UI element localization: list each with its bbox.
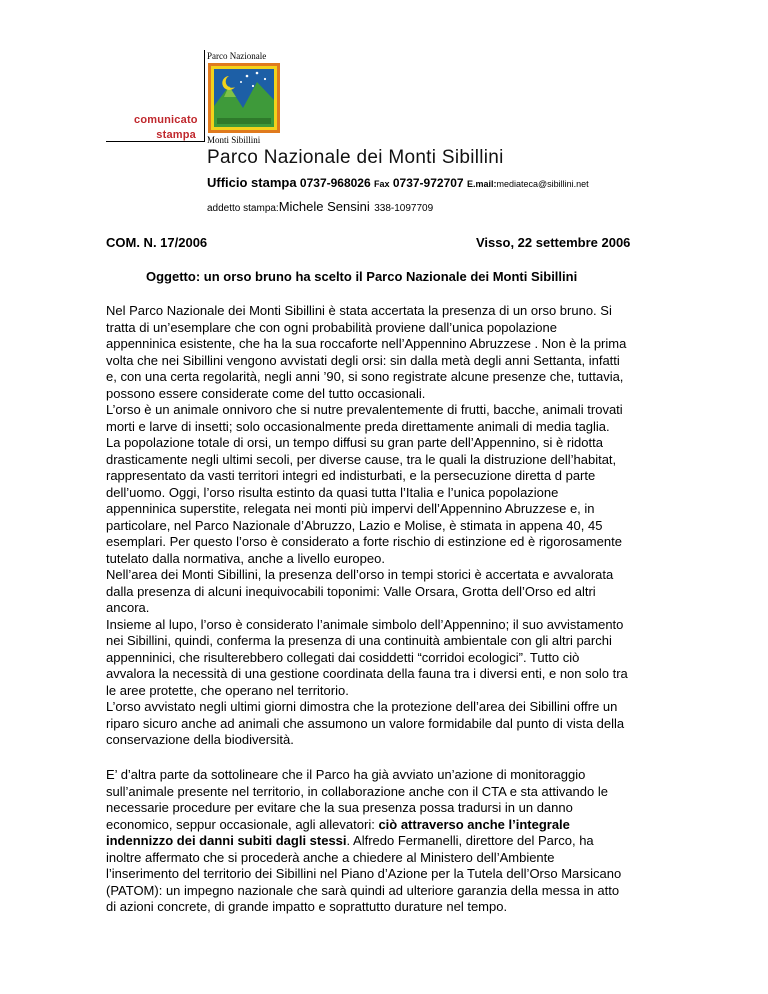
email-address[interactable]: mediateca@sibillini.net — [496, 179, 589, 189]
bold-text-segment: indennizzo dei danni subiti dagli stessi — [106, 833, 347, 848]
logo-top-text: Parco Nazionale — [207, 51, 267, 61]
text-line: di azioni concrete, di grande impatto e soprattutto durature nel tempo. — [106, 899, 508, 914]
press-officer-name: Michele Sensini — [278, 199, 370, 214]
comunicato-label: comunicato — [134, 114, 198, 126]
text-line: drasticamente negli ultimi secoli, per diverse cause, tra le quali la distruzione dell’habitat, — [106, 451, 617, 467]
press-release-tag — [134, 113, 196, 143]
text-line: tutelato dalla normativa, anche a livello europeo. — [106, 550, 385, 566]
text-segment: economico, seppur occasionale, agli allevatori: — [106, 816, 379, 832]
text-line: necessarie procedure per evitare che la sua presenza possa tradursi in un danno — [106, 800, 573, 815]
press-officer-label: addetto stampa: — [207, 203, 279, 214]
text-line: dalla presenza di alcuni inequivocabili toponimi: Valle Orsara, Grotta dell’Orso ed altri — [106, 583, 596, 599]
text-line: dell’uomo. Oggi, l’orso risulta estinto da quasi tutta l’Italia e l’unica popolazione — [106, 484, 559, 500]
logo-emblem — [207, 62, 281, 134]
text-line: L’orso avvistato negli ultimi giorni dimostra che la protezione dell’area dei Sibillini offre un — [106, 699, 618, 714]
bold-text-segment: ciò attraverso anche l’integrale — [378, 816, 570, 832]
text-line: e, con una certa regolarità, negli anni ’90, si sono registrate alcune presenze che, tuttavia, — [106, 369, 624, 384]
text-line: conservazione della biodiversità. — [106, 732, 294, 747]
text-line: La popolazione totale di orsi, un tempo diffusi su gran parte dell’Appennino, si è ridotta — [106, 435, 603, 450]
text-line: esemplari. Per questo l’orso è considerato a forte rischio di estinzione ed è rigorosamente — [106, 534, 622, 549]
stampa-label: stampa — [156, 129, 196, 141]
press-office-contacts — [207, 175, 589, 190]
text-line: possono essere considerate come del tutto occasionali. — [106, 385, 426, 401]
text-line: rappresentato da vasti territori integri ed indisturbati, e la persecuzione diretta d parte — [106, 468, 596, 483]
text-line: sull’animale presente nel territorio, in collaborazione anche con il CTA e sta attivando le — [106, 783, 608, 799]
body-paragraph-2 — [106, 767, 676, 916]
fax-number: 0737-972707 — [392, 176, 464, 190]
text-line: appenninici, che risulterebbero collegati dai cosiddetti “corridoi ecologici”. Tutto ciò — [106, 649, 580, 665]
subject-line: Oggetto: un orso bruno ha scelto il Parco Nazionale dei Monti Sibillini — [146, 269, 578, 284]
fax-label: Fax — [374, 179, 390, 189]
park-name-title: Parco Nazionale dei Monti Sibillini — [207, 147, 504, 168]
office-label: Ufficio stampa — [207, 175, 297, 190]
communique-number: COM. N. 17/2006 — [106, 235, 208, 250]
text-line: morti e larve di insetti; solo occasionalmente preda direttamente animali di media taglia. — [106, 418, 610, 434]
press-officer-phone: 338-1097709 — [374, 203, 434, 214]
logo-bottom-text: Monti Sibillini — [207, 135, 261, 145]
text-line: Insieme al lupo, l’orso è considerato l’animale simbolo dell’Appennino; il suo avvistamento — [106, 616, 624, 632]
office-phone: 0737-968026 — [299, 176, 371, 190]
header-rule-horizontal — [106, 141, 204, 142]
text-line: volta che nei Sibillini vengono avvistati degli orsi: sin dalla metà degli anni Settanta, infatti — [106, 352, 620, 368]
text-line: avvalora la necessità di una gestione coordinata della fauna tra i diversi enti, e non solo tra — [106, 666, 628, 681]
text-line — [106, 833, 676, 850]
text-line: L’orso è un animale onnivoro che si nutre prevalentemente di frutti, bacche, animali trovati — [106, 402, 623, 417]
text-line: appenninica superstite, relegata nei monti più impervi dell’Appennino Abruzzese e, in — [106, 501, 595, 516]
text-segment: . Alfredo Fermanelli, direttore del Parco, ha — [346, 833, 594, 848]
text-line: ancora. — [106, 600, 150, 615]
text-line: Nel Parco Nazionale dei Monti Sibillini è stata accertata la presenza di un orso bruno. Si — [106, 303, 612, 318]
park-logo — [207, 51, 283, 147]
press-officer-line — [207, 198, 433, 216]
text-line: le aree protette, che operano nel territorio. — [106, 682, 349, 698]
place-date: Visso, 22 settembre 2006 — [476, 235, 631, 250]
body-paragraph-1 — [106, 303, 676, 749]
text-line: inoltre affermato che si procederà anche a chiedere al Ministero dell’Ambiente — [106, 849, 555, 865]
text-line: Nell’area dei Monti Sibillini, la presenza dell’orso in tempi storici è accertata e avvalorata — [106, 567, 614, 582]
email-label: E.mail: — [466, 179, 497, 189]
text-line: particolare, nel Parco Nazionale d’Abruzzo, Lazio e Molise, è stimata in appena 40, 45 — [106, 517, 603, 533]
text-line — [106, 817, 676, 834]
text-line: tratta di un’esemplare che con ogni probabilità proviene dall’unica popolazione — [106, 319, 557, 335]
text-line: appenninica esistente, che ha la sua roccaforte nell’Appennino Abruzzese . Non è la prima — [106, 336, 627, 351]
text-line: E’ d’altra parte da sottolineare che il Parco ha già avviato un’azione di monitoraggio — [106, 767, 586, 782]
header-rule-vertical — [204, 50, 205, 142]
text-line: nei Sibillini, quindi, conferma la presenza di una continuità ambientale con gli altri parchi — [106, 633, 612, 648]
text-line: l’inserimento del territorio dei Sibillini nel Piano d’Azione per la Tutela dell’Orso Marsicano — [106, 866, 622, 881]
text-line: (PATOM): un impegno nazionale che sarà quindi ad ulteriore garanzia della messa in atto — [106, 882, 620, 898]
text-line: riparo sicuro anche ad animali che assumono un valore formidabile dal punto di vista della — [106, 715, 625, 731]
